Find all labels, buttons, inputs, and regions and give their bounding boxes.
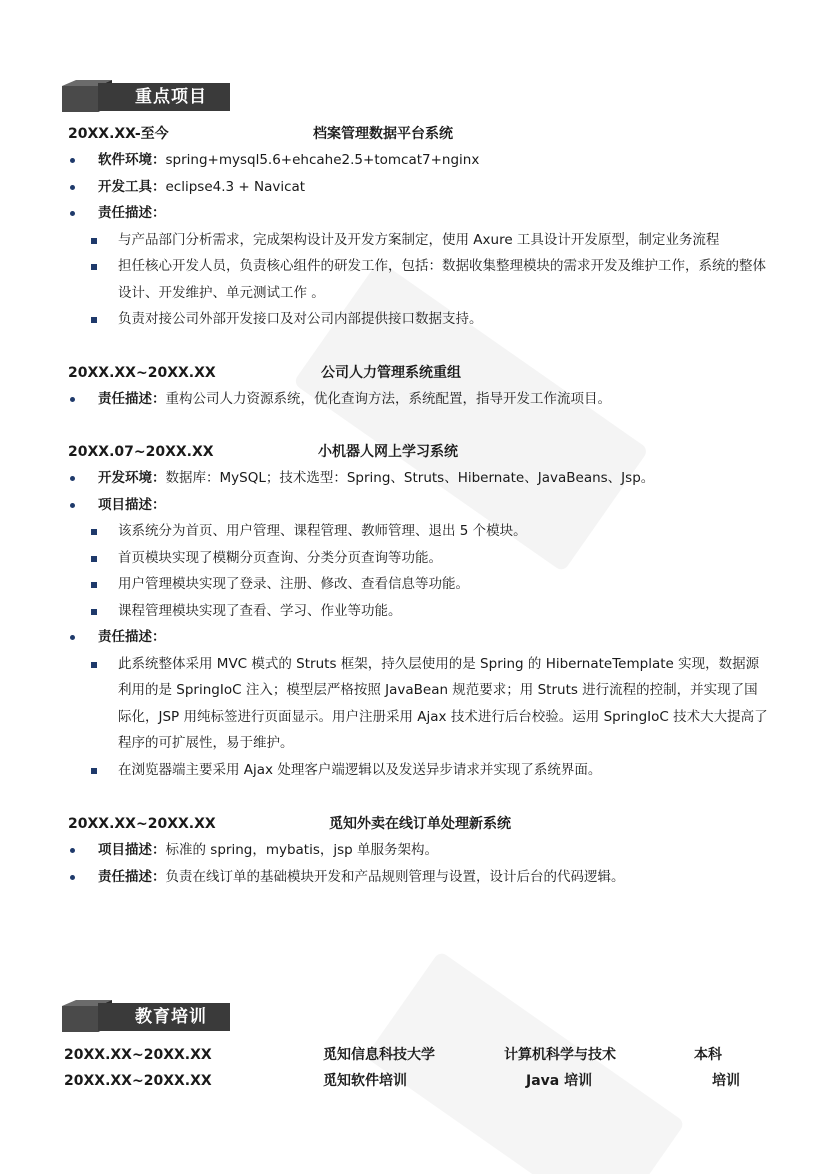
list-item: 项目描述：标准的 spring，mybatis，jsp 单服务架构。 (68, 837, 768, 864)
project-date: 20XX.07~20XX.XX (68, 444, 214, 460)
sub-list-item: 首页模块实现了模糊分页查询、分类分页查询等功能。 (68, 545, 768, 572)
sub-list-item: 与产品部门分析需求，完成架构设计及开发方案制定，使用 Axure 工具设计开发原型，制定业务流程 (68, 227, 768, 254)
project-name: 档案管理数据平台系统 (313, 126, 453, 142)
project-date: 20XX.XX~20XX.XX (68, 816, 216, 832)
list-item: 责任描述：重构公司人力资源系统，优化查询方法，系统配置，指导开发工作流项目。 (68, 386, 768, 413)
education-list (64, 1042, 764, 1094)
project-3 (68, 439, 768, 783)
project-name: 小机器人网上学习系统 (318, 444, 458, 460)
sub-list-item: 课程管理模块实现了查看、学习、作业等功能。 (68, 598, 768, 625)
list-item: 开发工具：eclipse4.3 + Navicat (68, 174, 768, 201)
edu-major: 计算机科学与技术 (504, 1047, 616, 1063)
section-title: 重点项目 (135, 87, 207, 107)
education-row (64, 1042, 764, 1068)
list-item: 责任描述： (68, 200, 768, 227)
project-2 (68, 360, 768, 413)
sub-list-item: 该系统分为首页、用户管理、课程管理、教师管理、退出 5 个模块。 (68, 518, 768, 545)
edu-major: Java 培训 (526, 1073, 593, 1089)
education-row (64, 1068, 764, 1094)
edu-school: 觅知软件培训 (323, 1073, 407, 1089)
project-date: 20XX.XX-至今 (68, 126, 169, 142)
edu-date: 20XX.XX~20XX.XX (64, 1047, 212, 1063)
project-4 (68, 811, 768, 890)
edu-date: 20XX.XX~20XX.XX (64, 1073, 212, 1089)
list-item: 责任描述：负责在线订单的基础模块开发和产品规则管理与设置，设计后台的代码逻辑。 (68, 864, 768, 891)
section-header-education (62, 1000, 230, 1032)
project-name: 公司人力管理系统重组 (321, 365, 461, 381)
sub-list-item: 负责对接公司外部开发接口及对公司内部提供接口数据支持。 (68, 306, 768, 333)
edu-degree: 本科 (694, 1047, 722, 1063)
section-title: 教育培训 (135, 1007, 207, 1027)
project-name: 觅知外卖在线订单处理新系统 (329, 816, 511, 832)
list-item: 责任描述： (68, 624, 768, 651)
sub-list-item: 此系统整体采用 MVC 模式的 Struts 框架，持久层使用的是 Spring 的 HibernateTemplate 实现，数据源利用的是 SpringIoC 注入；模型层严格按照 JavaBean 规范要求；用 Struts 进行流程的控制，并实现了国际化，JSP 用纯标签进行页面显示。用户注册采用 Ajax 技术进行后台校验。运用 SpringIoC 技术大大提高了程序的可扩展性，易于维护。 (68, 651, 768, 757)
edu-school: 觅知信息科技大学 (323, 1047, 435, 1063)
list-item: 软件环境：spring+mysql5.6+ehcahe2.5+tomcat7+nginx (68, 147, 768, 174)
edu-degree: 培训 (712, 1073, 740, 1089)
sub-list-item: 用户管理模块实现了登录、注册、修改、查看信息等功能。 (68, 571, 768, 598)
project-1 (68, 121, 768, 333)
project-date: 20XX.XX~20XX.XX (68, 365, 216, 381)
list-item: 项目描述： (68, 492, 768, 519)
list-item: 开发环境：数据库：MySQL；技术选型：Spring、Struts、Hibernate、JavaBeans、Jsp。 (68, 465, 768, 492)
sub-list-item: 在浏览器端主要采用 Ajax 处理客户端逻辑以及发送异步请求并实现了系统界面。 (68, 757, 768, 784)
section-header-projects (62, 80, 230, 112)
sub-list-item: 担任核心开发人员，负责核心组件的研发工作，包括：数据收集整理模块的需求开发及维护工作，系统的整体设计、开发维护、单元测试工作 。 (68, 253, 768, 306)
